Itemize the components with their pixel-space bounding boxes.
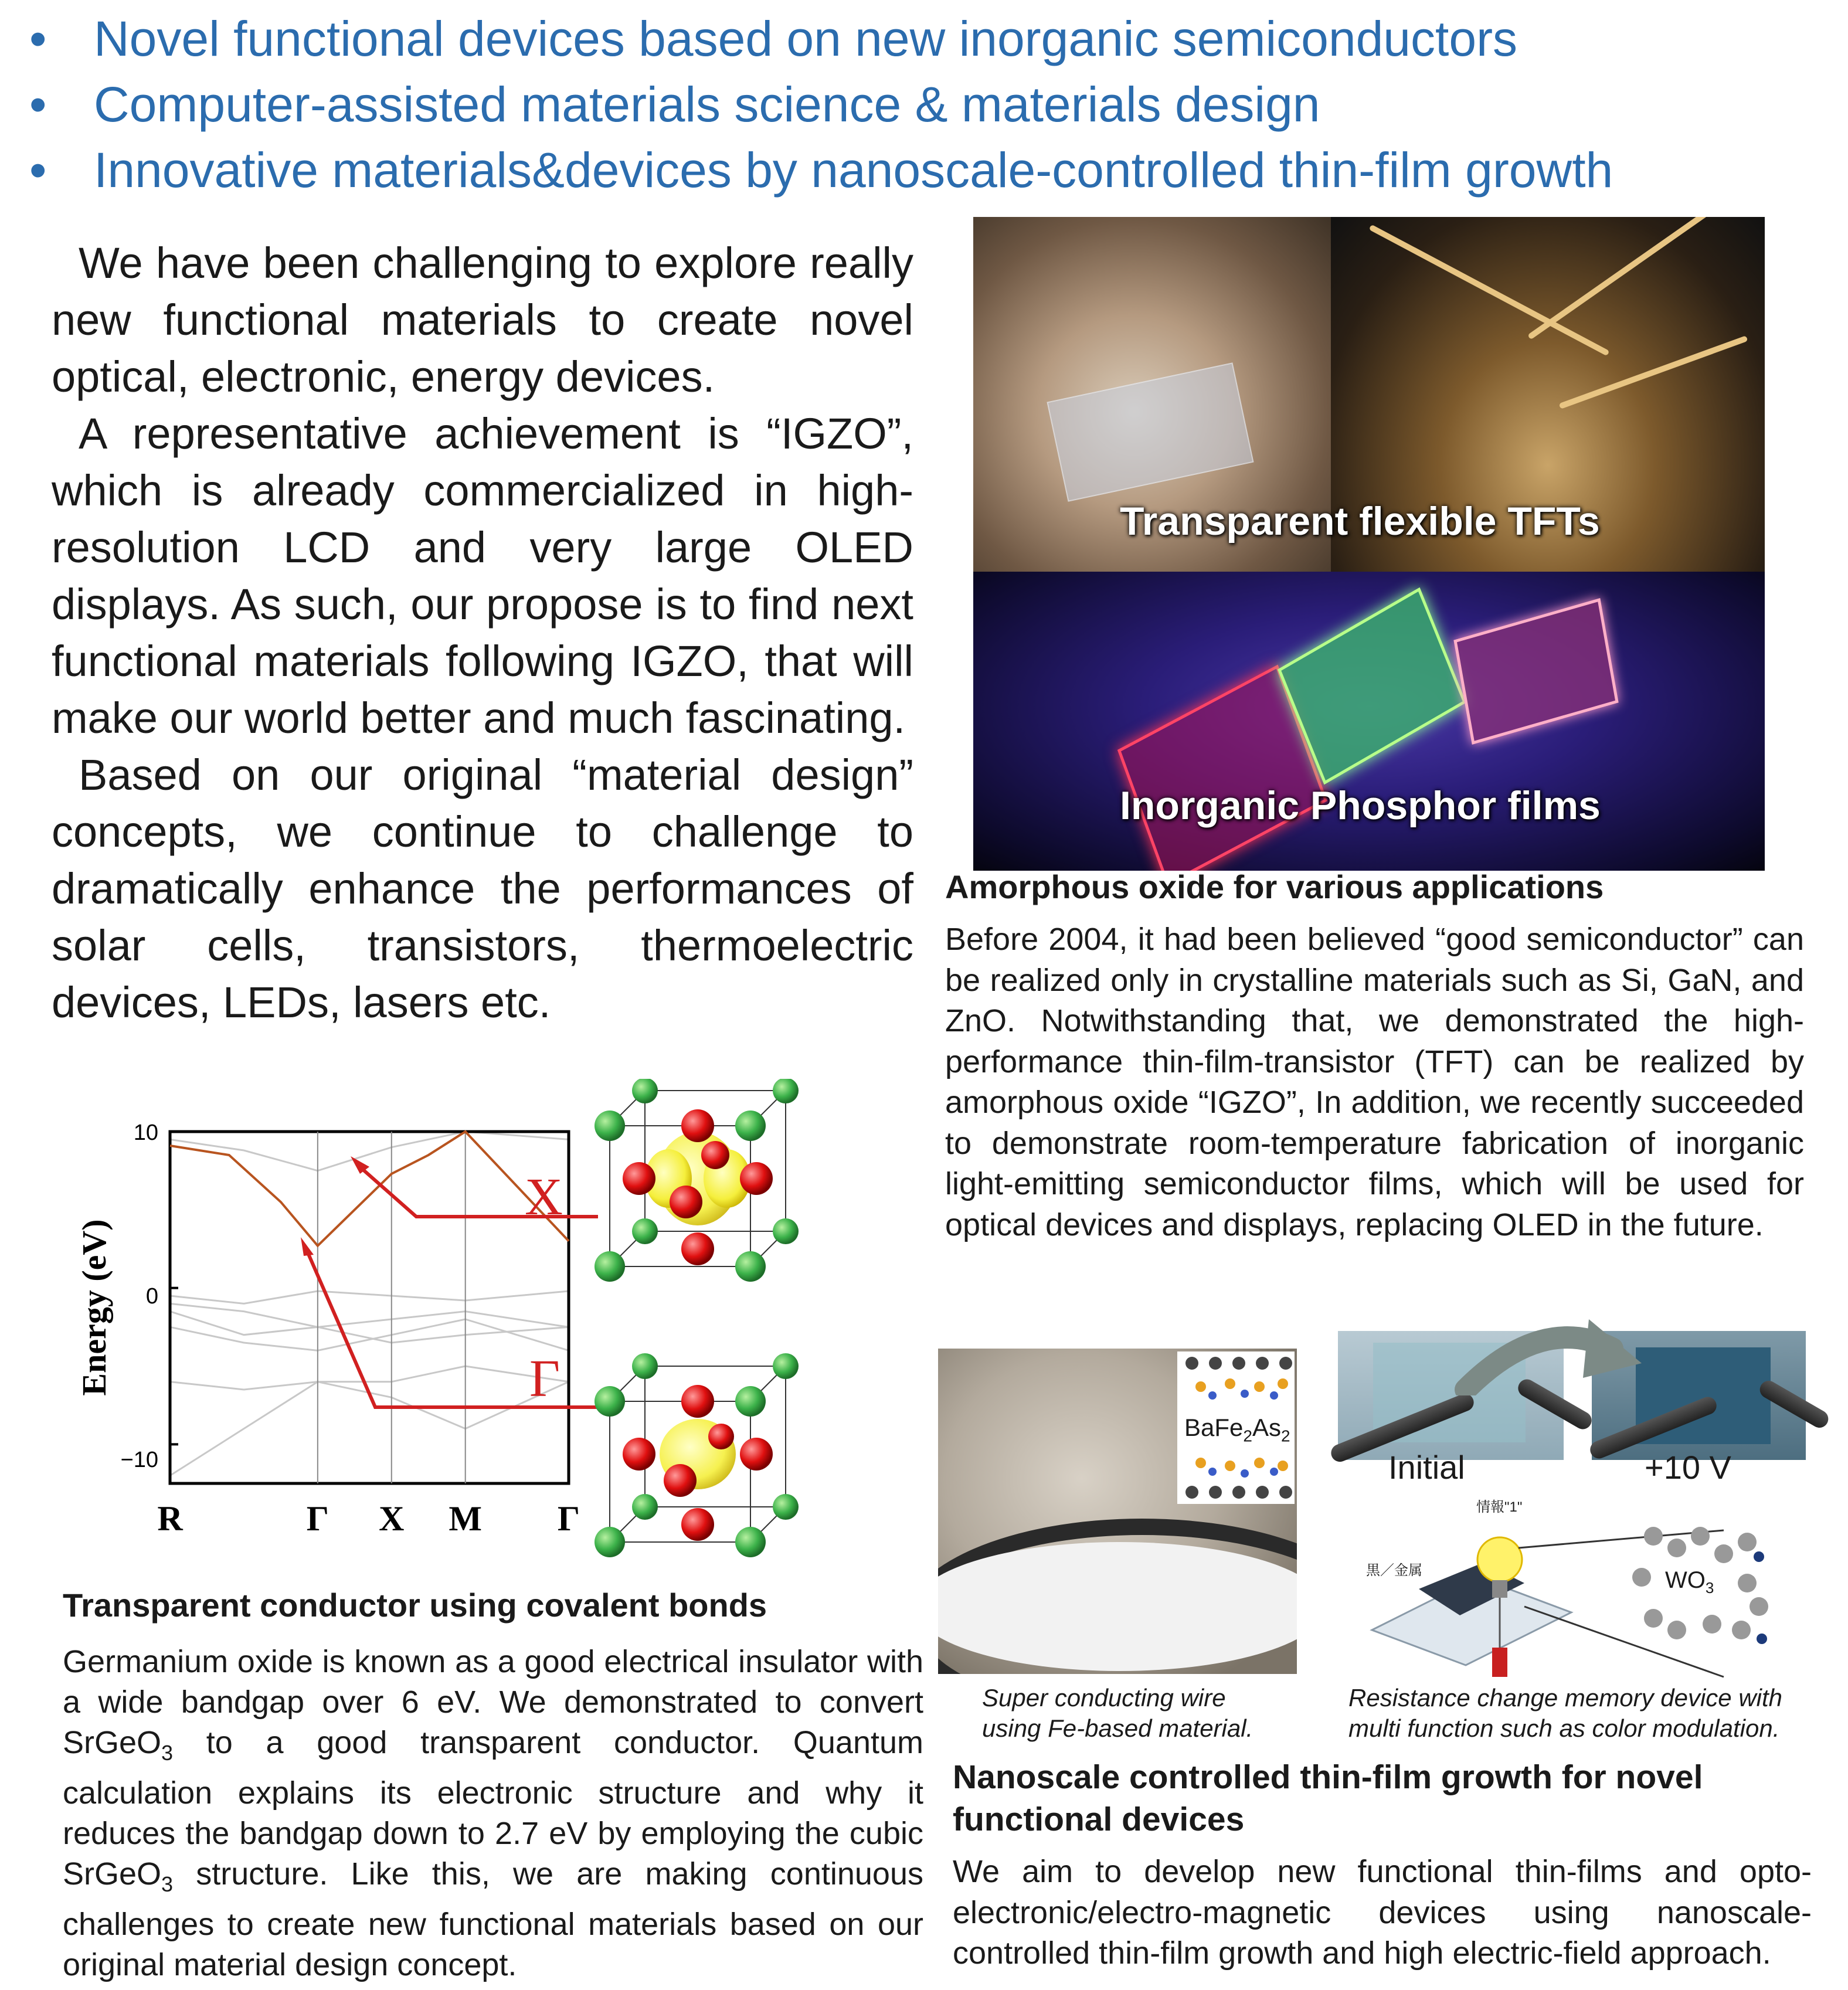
- bullet-dot: •: [29, 11, 47, 66]
- kpoint-labels: [157, 1499, 580, 1538]
- band-structure-chart: [70, 1102, 598, 1560]
- info-label: 情報"1": [1476, 1499, 1523, 1515]
- ytick-label: 10: [133, 1120, 158, 1145]
- photo-caption-phosphor: Inorganic Phosphor films: [1120, 783, 1601, 828]
- crystal-structure-x: [595, 1079, 799, 1282]
- kpoint-label: M: [449, 1499, 483, 1538]
- band-line: [170, 1291, 569, 1303]
- bulb-icon: [1477, 1537, 1522, 1582]
- intro-paragraph: We have been challenging to explore really new functional materials to create novel optical, electronic, energy devices.: [52, 239, 913, 401]
- tft-photo: [973, 217, 1765, 572]
- memory-schematic-graphic: [1348, 1513, 1771, 1689]
- intro-text: [52, 235, 913, 1031]
- plot-frame: [170, 1132, 569, 1483]
- probe-needle: [1369, 225, 1610, 356]
- kpoint-label: R: [157, 1499, 183, 1538]
- pink-phosphor-film: [1453, 598, 1618, 745]
- caption-line: Resistance change memory device with: [1348, 1684, 1783, 1711]
- amorphous-title: Amorphous oxide for various applications: [945, 868, 1604, 905]
- after-voltage-label: +10 V: [1645, 1449, 1731, 1486]
- crystal-structure-panel: [563, 1079, 827, 1560]
- band-line: [170, 1303, 569, 1327]
- intro-paragraph: A representative achievement is “IGZO”, which is already commercialized in high-resolution LCD and very large OLED displays. As such, our propose is to find next functional materials following IGZO, that will make our world better and much fascinating.: [52, 409, 913, 742]
- band-lines: [170, 1132, 569, 1476]
- body-text: Germanium oxide is known as a good electrical insulator with a wide bandgap over 6 eV. We demonstrated to convert SrGeO: [63, 1644, 923, 1760]
- transparent-conductor-body: [63, 1642, 923, 1985]
- band-line: [170, 1132, 569, 1171]
- transition-arrow-icon: [1454, 1308, 1647, 1395]
- intro-paragraph: Based on our original “material design” concepts, we continue to challenge to dramatically enhance the performances of solar cells, transistors, thermoelectric devices, LEDs, lasers etc.: [52, 751, 913, 1027]
- body-text: structure. Like this, we are making continuous challenges to create new functional materials based on our original material design concept.: [63, 1856, 923, 1982]
- header-bullet-list: [23, 6, 1841, 203]
- band-line: [170, 1312, 569, 1343]
- header-bullet-text: Novel functional devices based on new inorganic semiconductors: [94, 11, 1518, 66]
- header-bullet: [23, 6, 1841, 72]
- bafe2as2-formula: [1184, 1414, 1290, 1445]
- caption-line: using Fe-based material.: [982, 1714, 1253, 1742]
- metal-label: 黒／金属: [1366, 1563, 1422, 1578]
- wire-disc: [938, 1542, 1297, 1671]
- formula-subscript: 3: [1705, 1579, 1714, 1597]
- band-line: [170, 1366, 569, 1390]
- kpoint-label: X: [379, 1499, 405, 1538]
- kpoint-gridlines: [318, 1132, 466, 1483]
- amorphous-body: Before 2004, it had been believed “good semiconductor” can be realized only in crystalline materials such as Si, GaN, and ZnO. Notwithstanding that, we demonstrated the high-performance thin-film-transistor (TFT) can be realized by amorphous oxide “IGZO”, In addition, we recently succeeded to demonstrate room-temperature fabrication of inorganic light-emitting semiconductor films, which will be used for optical devices and displays, replacing OLED in the future.: [945, 922, 1804, 1242]
- nanoscale-title: Nanoscale controlled thin-film growth for novel functional devices: [953, 1758, 1703, 1838]
- header-bullet: [23, 137, 1841, 203]
- caption-line: multi function such as color modulation.: [1348, 1714, 1780, 1742]
- memory-device-schematic: [1348, 1499, 1771, 1689]
- nanoscale-body: We aim to develop new functional thin-films and opto-electronic/electro-magnetic devices using nanoscale-controlled thin-film growth and high electric-field approach.: [953, 1854, 1812, 1971]
- wo3-label: [1665, 1567, 1714, 1597]
- header-bullet-text: Innovative materials&devices by nanoscale-controlled thin-film growth: [94, 142, 1613, 198]
- subscript: 3: [161, 1872, 174, 1896]
- crystal-structure-gamma: [595, 1353, 799, 1557]
- kpoint-label: Γ: [557, 1499, 580, 1538]
- ytick-label: 0: [145, 1284, 158, 1309]
- phosphor-photo: [973, 572, 1765, 871]
- gamma-point-label: Γ: [529, 1350, 560, 1408]
- probe-needle: [1527, 217, 1732, 340]
- photo-caption-tft: Transparent flexible TFTs: [1120, 499, 1600, 544]
- x-point-label: X: [525, 1168, 563, 1226]
- bullet-dot: •: [29, 142, 47, 198]
- kpoint-label: Γ: [306, 1499, 329, 1538]
- formula-subscript: 2: [1280, 1427, 1290, 1445]
- band-line: [170, 1319, 569, 1350]
- caption-line: Super conducting wire: [982, 1684, 1226, 1711]
- formula-subscript: 2: [1243, 1427, 1252, 1445]
- bafe2as2-structure: [1177, 1351, 1295, 1504]
- formula-part: WO: [1665, 1567, 1706, 1593]
- bullet-dot: •: [29, 77, 47, 132]
- body-text: to a good transparent conductor. Quantum calculation explains its electronic structure and why it reduces the bandgap down to 2.7 eV by employing the cubic SrGeO: [63, 1725, 923, 1891]
- ytick-label: −10: [120, 1448, 158, 1472]
- initial-state-label: Initial: [1388, 1449, 1465, 1486]
- probe-needle: [1559, 335, 1748, 409]
- header-bullet: [23, 72, 1841, 137]
- transparent-conductor-title: Transparent conductor using covalent bonds: [63, 1587, 767, 1624]
- header-bullet-text: Computer-assisted materials science & materials design: [94, 77, 1320, 132]
- wire-caption: [982, 1683, 1253, 1744]
- memory-caption: [1348, 1683, 1782, 1744]
- formula-part: BaFe: [1184, 1414, 1244, 1441]
- y-axis-label: Energy (eV): [75, 1219, 113, 1396]
- subscript: 3: [161, 1740, 174, 1765]
- formula-part: As: [1252, 1414, 1281, 1441]
